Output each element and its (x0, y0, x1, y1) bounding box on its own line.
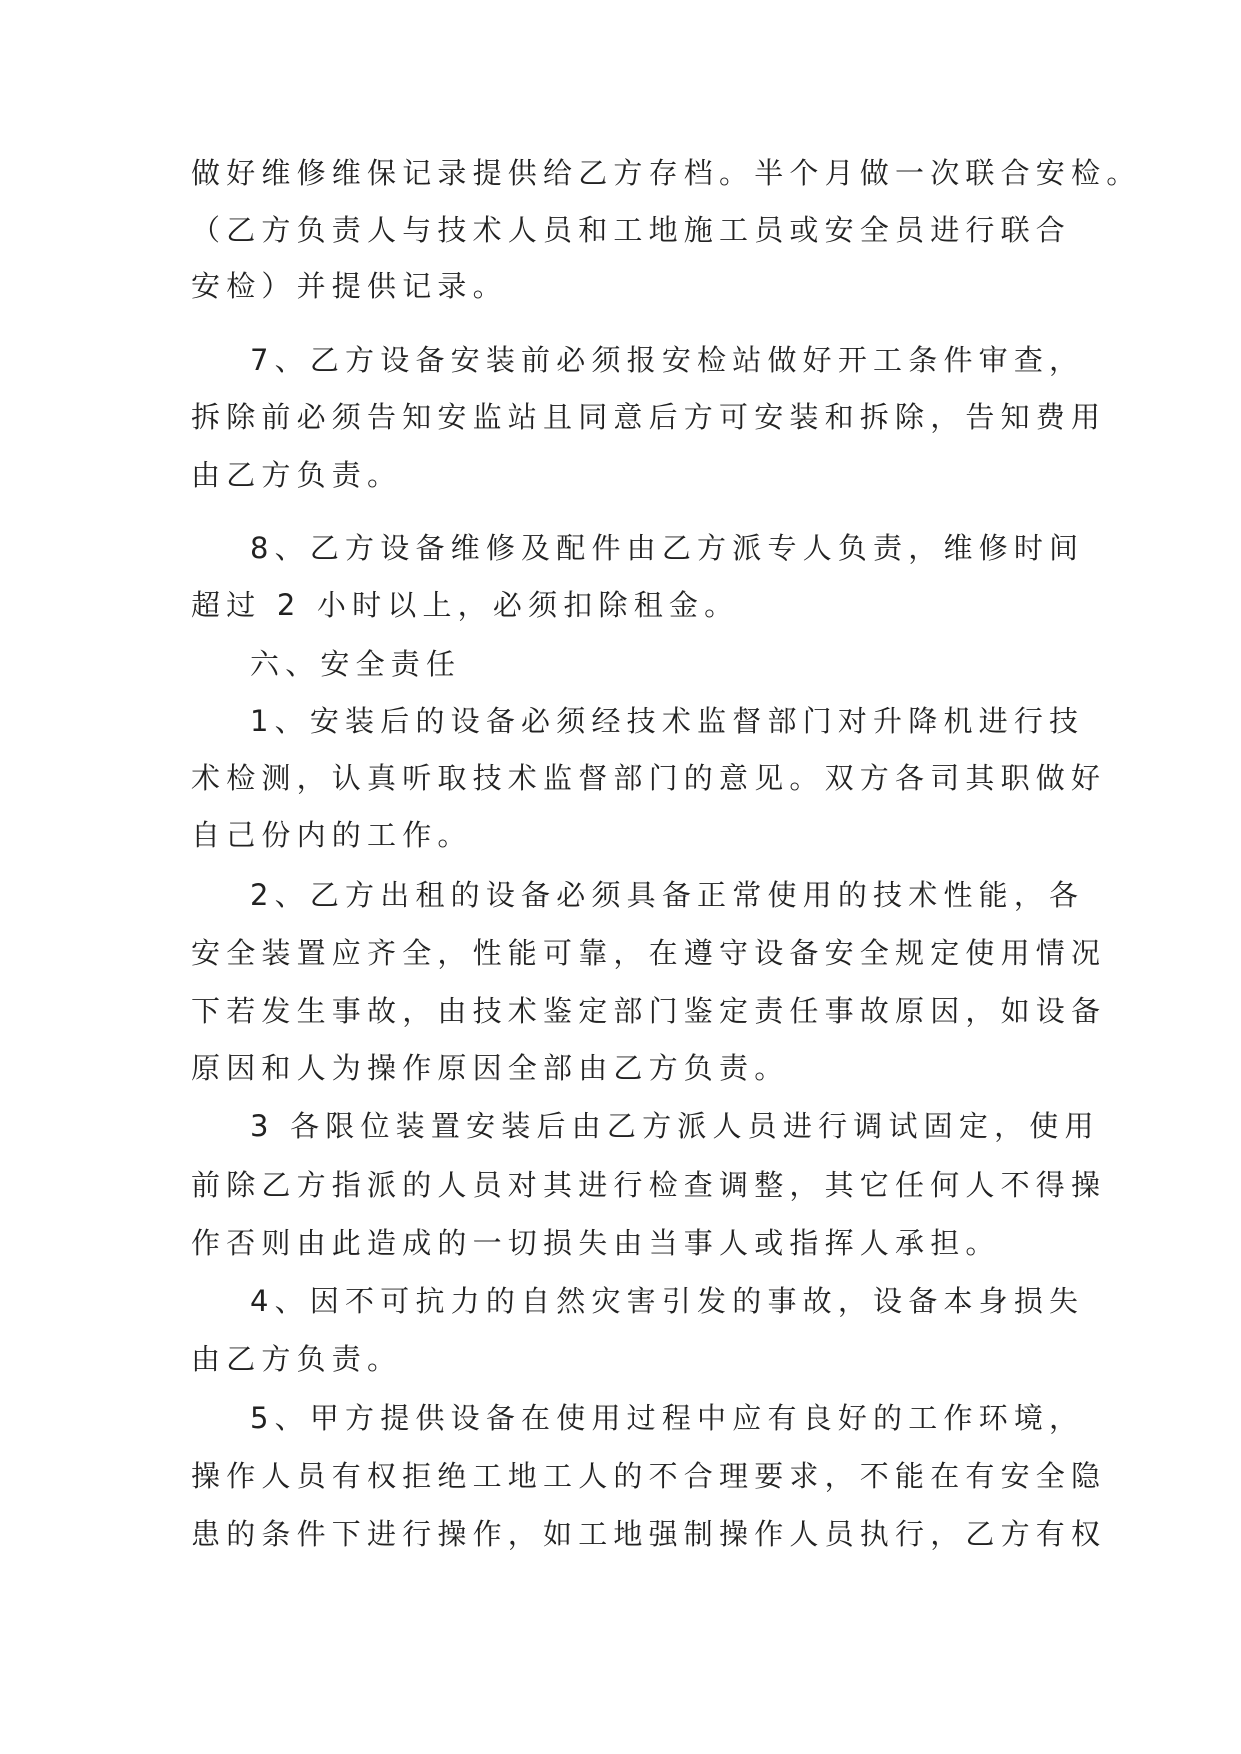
paragraph-first-line: 7、乙方设备安装前必须报安检站做好开工条件审查， (250, 343, 1085, 377)
paragraph-first-line: 2、乙方出租的设备必须具备正常使用的技术性能，各 (250, 878, 1085, 912)
paragraph-first-line: 3 各限位装置安装后由乙方派人员进行调试固定，使用 (250, 1109, 1100, 1143)
text-line: （乙方负责人与技术人员和工地施工员或安全员进行联合 (191, 213, 1072, 247)
text-line: 拆除前必须告知安监站且同意后方可安装和拆除，告知费用 (191, 400, 1107, 434)
text-line: 下若发生事故，由技术鉴定部门鉴定责任事故原因，如设备 (191, 994, 1107, 1028)
text-line: 前除乙方指派的人员对其进行检查调整，其它任何人不得操 (191, 1168, 1107, 1202)
text-line: 安全装置应齐全，性能可靠，在遵守设备安全规定使用情况 (191, 936, 1107, 970)
section-heading: 六、安全责任 (250, 647, 462, 681)
text-line: 由乙方负责。 (191, 458, 403, 492)
text-line: 由乙方负责。 (191, 1342, 403, 1376)
text-line: 作否则由此造成的一切损失由当事人或指挥人承担。 (191, 1226, 1001, 1260)
text-line: 超过 2 小时以上，必须扣除租金。 (191, 588, 740, 622)
text-line: 患的条件下进行操作，如工地强制操作人员执行，乙方有权 (191, 1517, 1107, 1551)
paragraph-first-line: 8、乙方设备维修及配件由乙方派专人负责，维修时间 (250, 531, 1085, 565)
text-line: 自己份内的工作。 (191, 818, 473, 852)
paragraph-first-line: 4、因不可抗力的自然灾害引发的事故，设备本身损失 (250, 1284, 1085, 1318)
text-line: 原因和人为操作原因全部由乙方负责。 (191, 1051, 790, 1085)
text-line: 做好维修维保记录提供给乙方存档。半个月做一次联合安检。 (191, 156, 1142, 190)
text-line: 术检测，认真听取技术监督部门的意见。双方各司其职做好 (191, 761, 1107, 795)
text-line: 安检）并提供记录。 (191, 269, 508, 303)
paragraph-first-line: 1、安装后的设备必须经技术监督部门对升降机进行技 (250, 704, 1085, 738)
text-line: 操作人员有权拒绝工地工人的不合理要求，不能在有安全隐 (191, 1459, 1107, 1493)
paragraph-first-line: 5、甲方提供设备在使用过程中应有良好的工作环境， (250, 1401, 1085, 1435)
